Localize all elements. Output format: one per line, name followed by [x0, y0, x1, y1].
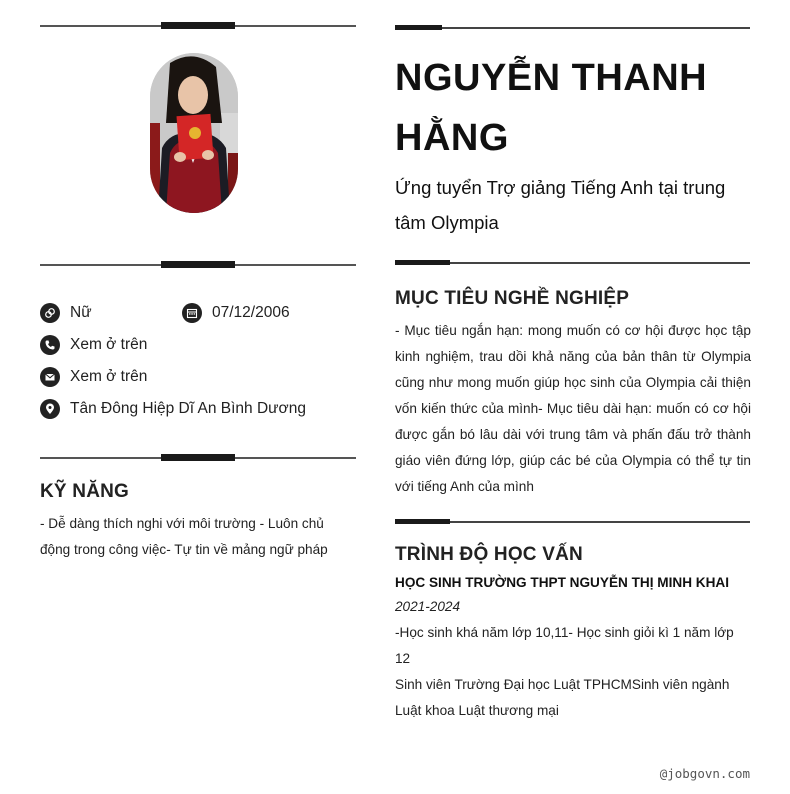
- education-detail-2: Sinh viên Trường Đại học Luật TPHCMSinh viên ngành Luật khoa Luật thương mại: [395, 677, 730, 718]
- skills-text: - Dễ dàng thích nghi với môi trường - Luôn chủ động trong công việc- Tự tin về mảng ngữ pháp: [40, 516, 328, 557]
- email-icon: [40, 367, 60, 387]
- info-email: [40, 366, 147, 388]
- education-years: 2021-2024: [395, 599, 461, 614]
- phone-value: Xem ở trên: [70, 336, 148, 353]
- birthday-value: 07/12/2006: [212, 304, 290, 321]
- footer-watermark: @jobgovn.com: [659, 766, 750, 781]
- mid-left-divider: [40, 264, 356, 266]
- info-birthday: [182, 302, 290, 324]
- education-title: TRÌNH ĐỘ HỌC VẤN: [395, 544, 583, 565]
- info-phone: [40, 334, 147, 356]
- top-left-divider: [40, 25, 356, 27]
- gender-value: Nữ: [70, 304, 92, 321]
- school-name: HỌC SINH TRƯỜNG THPT NGUYỄN THỊ MINH KHAI: [395, 575, 730, 590]
- info-address: [40, 398, 306, 420]
- info-gender: [40, 302, 92, 324]
- education-divider: [395, 521, 750, 523]
- skills-divider: [40, 457, 356, 459]
- skills-title: KỸ NĂNG: [40, 481, 130, 502]
- phone-icon: [40, 335, 60, 355]
- calendar-icon: [182, 303, 202, 323]
- email-value: Xem ở trên: [70, 368, 148, 385]
- address-value: Tân Đông Hiệp Dĩ An Bình Dương: [70, 400, 306, 417]
- applied-position: Ứng tuyển Trợ giảng Tiếng Anh tại trung tâm Olympia: [395, 177, 726, 233]
- profile-photo: [150, 53, 238, 213]
- objective-divider: [395, 262, 750, 264]
- education-detail-1: -Học sinh khá năm lớp 10,11- Học sinh giỏi kì 1 năm lớp 12: [395, 625, 734, 666]
- location-pin-icon: [40, 399, 60, 419]
- candidate-name: NGUYỄN THANH HẰNG: [395, 57, 708, 159]
- gender-icon: [40, 303, 60, 323]
- top-right-divider: [395, 27, 750, 29]
- objective-text: - Mục tiêu ngắn hạn: mong muốn có cơ hội được học tập kinh nghiệm, trau dồi khả năng của bản thân từ Olympia cũng như mong muốn giúp học sinh của Olympia cải thiện vốn kiến thức của mình- Mục tiêu dài hạn: muốn có cơ hội được gắn bó lâu dài với trung tâm và phấn đấu trở thành giáo viên đứng lớp, giúp các bé của Olympia có thể tự tin với tiếng Anh của mình: [395, 323, 751, 494]
- objective-title: MỤC TIÊU NGHỀ NGHIỆP: [395, 288, 630, 309]
